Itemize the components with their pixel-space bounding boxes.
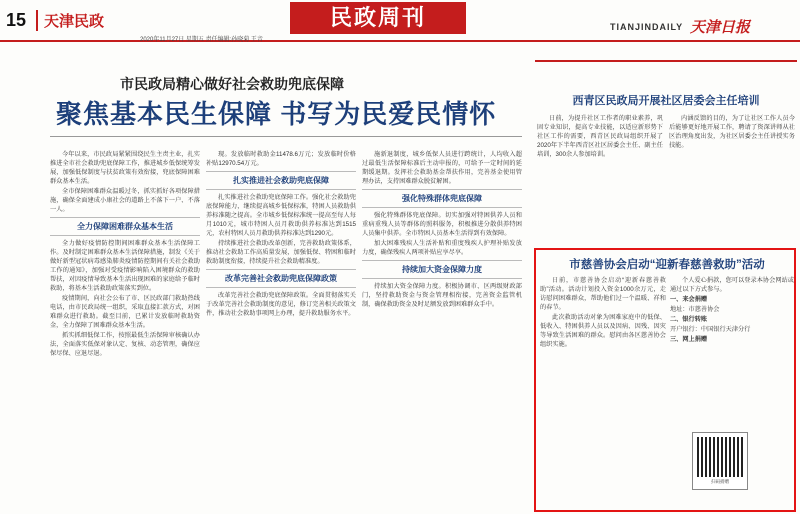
paragraph: 日前，为提升社区工作者的职业素养，巩固专业知识，提高专业技能，以适应新形势下社区工作的需要，西青区民政局组织开展了2020年下半年西青区社区居委会主任、副主任培训，300余人参加培训。 [537,115,663,158]
page-number: 15 [6,10,27,30]
masthead [0,0,800,42]
subheading: 持续加大资金保障力度 [362,260,522,279]
subheading: 全力保障困难群众基本生活 [50,217,200,236]
qr-caption: 扫码捐赠 [711,479,729,484]
date-line: 2020年11月27日 星期五 责任编辑:孙晓菊 王音 [140,37,263,43]
paragraph: 个人爱心捐款，您可以登录本协会网站或通过以下方式参与。 [670,277,794,293]
paragraph: 抓实抓细低保工作，按照最低生活保障审核确认办法，全面落实低保对象认定、复核、动态管理，确保应保尽保、应退尽退。 [50,332,200,357]
side-article [535,60,797,242]
paragraph: 强化特殊群体兜底保障。切实加强对特困供养人员和重病重残人员等群体的照料服务，积极推进分散供养特困人员集中供养。全市特困人员基本生活得到有效保障。 [362,212,522,237]
article-column-1 [50,150,200,512]
paragraph: 疫情期间，向社会公布了市、区民政部门救助热线电话，由市民政局统一组织，采取直接汇款方式，对困难群众进行救助。截至目前，已累计发放临时救助资金，全力保障了困难群众基本生活。 [50,295,200,329]
donate-method: 三、网上捐赠 [670,336,708,343]
paragraph: 施新退制度，城乡低保人员进行跨统计，人均收入超过最低生活保障标准后主动申报的，可给予一定时间的延期缓退期。发挥社会救助基金帮扶作用，完善基金使用管理办法，支持困难群众脱贫解困。 [362,151,522,185]
subheading: 扎实推进社会救助兜底保障 [206,171,356,190]
page-title: 民政周刊 [290,2,466,34]
paragraph: 持续加大资金保障力度。积极协调市、区两级财政部门，坚持救助资金与资金管理相衔接，完善资金监管机制，确保救助资金及时足额发放到困难群众手中。 [362,283,522,308]
paragraph: 今年以来，市民政局紧紧围绕民生主责主业，扎实推进全市社会救助兜底保障工作，推进城乡低保统筹发展，加强低保制度与扶贫政策有效衔接，兜底保障困难群众基本生活。 [50,151,200,185]
side-article-column-1 [537,114,663,242]
donate-detail: 地址：市慈善协会 [670,306,720,313]
qr-code-pattern [697,437,743,477]
headline-rule [50,136,522,137]
article-kicker: 市民政局精心做好社会救助兜底保障 [120,76,344,92]
side-article-title: 西青区民政局开展社区居委会主任培训 [572,95,760,107]
paragraph: 改革完善社会救助兜底保障政策。全面贯彻落实关于改革完善社会救助制度的意见，修订完善相关政策文件，推动社会救助事项网上办理，提升救助服务水平。 [206,292,356,317]
article-column-2 [206,150,356,512]
charity-column-2 [670,276,794,426]
paragraph: 日前，市慈善协会启动“迎新春慈善救助”活动。活动计划投入资金1000余万元，走访慰问困难群众，帮助他们过一个温暖、祥和的春节。 [540,277,666,311]
subheading: 改革完善社会救助兜底保障政策 [206,269,356,288]
paragraph: 全力做好疫情防控期间困难群众基本生活保障工作。及时制定困难群众基本生活保障措施，制发《关于做好新型冠状病毒感染肺炎疫情防控期间有关社会救助工作的通知》，加强对受疫情影响陷入困境群众的救助帮扶，对因疫情导致基本生活出现困难的家庭给予临时救助，将基本生活救助政策落实到位。 [50,240,200,292]
paragraph: 此次救助活动对象为困难家庭中的低保、低收入、特困供养人员以及因病、因残、因灾等导致生活困难的群众。慰问由各区慈善协会组织实施。 [540,314,666,348]
paper-name: TIANJINDAILY [610,22,684,32]
paragraph: 扎实推进社会救助兜底保障工作。强化社会救助兜底保障能力，继续提高城乡低保标准，特困人员救助供养标准随之提高。全市城乡低保标准统一提高至每人每月1010元，城市特困人员月救助供养标准达到1515元，农村特困人员月救助供养标准达到1290元。 [206,194,356,237]
qr-code[interactable] [692,432,748,490]
side-article-column-2 [669,114,795,242]
paragraph: 全市保障困难群众温暖过冬，抓实抓好各项保障措施，确保全面建成小康社会的道路上不落下一户、不落一人。 [50,188,200,213]
donate-detail: 开户银行：中国银行天津分行 [670,326,751,333]
donate-method: 二、银行转账 [670,316,708,323]
paper-logo: 天津日报 [690,20,751,36]
paragraph: 现。发放临时救助金11478.6万元；发放临时价格补贴12970.54万元。 [206,151,356,167]
article-column-3 [362,150,522,512]
article-headline: 聚焦基本民生保障 书写为民爱民情怀 [56,99,497,129]
donate-method: 一、来会捐赠 [670,296,708,303]
charity-column-1 [540,276,666,510]
section-name: 天津民政 [36,10,104,31]
charity-article-title: 市慈善协会启动“迎新春慈善救助”活动 [569,259,765,271]
paragraph: 持续推进社会救助改革创新，完善救助政策体系，推动社会救助工作高质量发展，加强低保、特困和临时救助制度衔接，持续提升社会救助精准度。 [206,240,356,265]
charity-article-box [534,248,796,512]
paragraph: 内涵反馈的目的，为了让社区工作人员今后能够更好地开展工作，聘请了资深讲师从社区治理角度出发，为社区居委会主任讲授实务技能。 [669,115,795,149]
paragraph: 加大困难残疾人生活补贴和重度残疾人护理补贴发放力度，确保残疾人两项补贴应享尽享。 [362,240,522,256]
subheading: 强化特殊群体兜底保障 [362,189,522,208]
